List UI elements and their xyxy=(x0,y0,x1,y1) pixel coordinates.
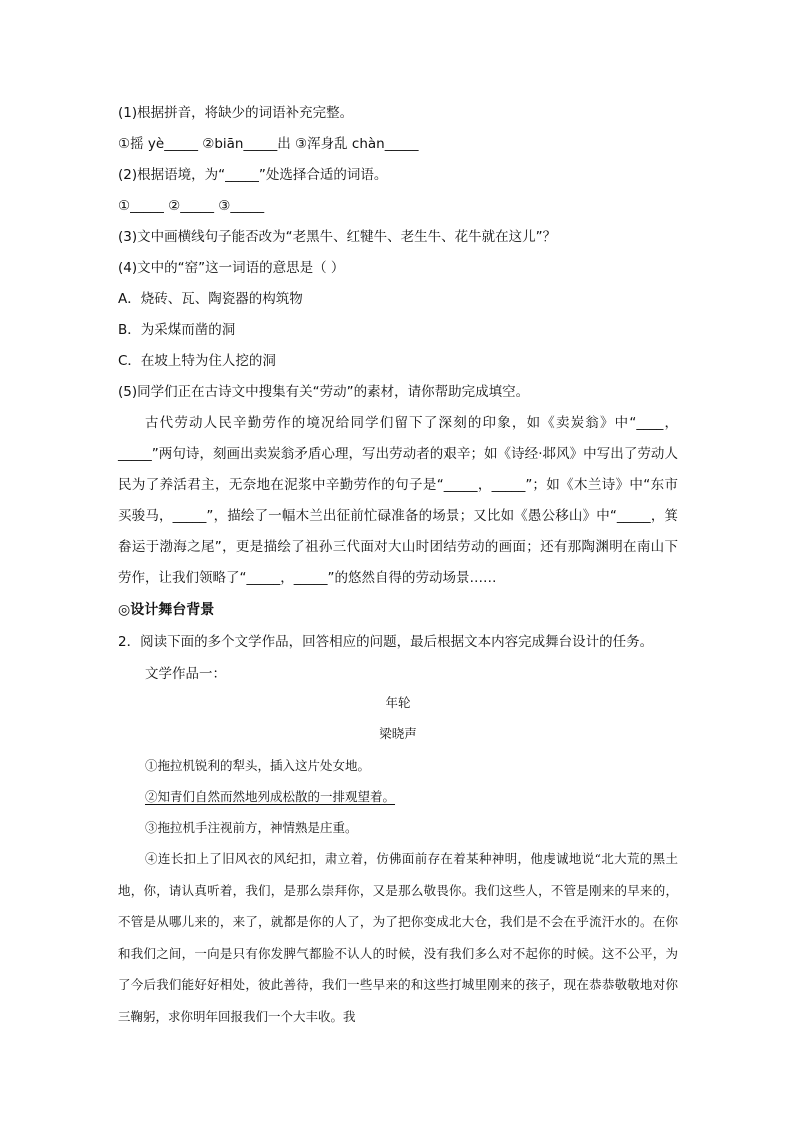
question-2-intro: 2．阅读下面的多个文学作品，回答相应的问题，最后根据文本内容完成舞台设计的任务。 xyxy=(118,634,654,650)
literary-work-label: 文学作品一： xyxy=(145,666,226,682)
poem-title: 年轮 xyxy=(385,695,411,710)
poem-author: 梁晓声 xyxy=(379,726,417,741)
question-5-paragraph: 古代劳动人民辛勤劳作的境况给同学们留下了深刻的印象，如《卖炭翁》中“____，_____”两句诗，刻画出卖炭翁矛盾心理，写出劳动者的艰辛；如《诗经·邶风》中写出了劳动人民为了养活君主，无奈地在泥浆中辛勤劳作的句子是“_____，_____”；如《木兰诗》中“东市买骏马，_____”，描绘了一幅木兰出征前忙碌准备的场景；又比如《愚公移山》中“_____，箕畚运于渤海之尾”，更是描绘了祖孙三代面对大山时团结劳动的画面；还有那陶渊明在南山下劳作，让我们领略了“_____，_____”的悠然自得的劳动场景…… xyxy=(118,415,678,586)
question-4-option-a: A．烧砖、瓦、陶瓷器的构筑物 xyxy=(118,291,303,307)
question-1-items: ①摇 yè_____ ②biān_____出 ③浑身乱 chàn_____ xyxy=(118,136,419,152)
question-4-option-c: C．在坡上特为住人挖的洞 xyxy=(118,353,276,369)
poem-line-1: ①拖拉机锐利的犁头，插入这片处女地。 xyxy=(145,758,371,773)
question-2-prompt: (2)根据语境，为“_____”处选择合适的词语。 xyxy=(118,167,388,183)
section-heading: ◎设计舞台背景 xyxy=(118,602,215,618)
essay-paragraph-4: ④连长扣上了旧风衣的风纪扣，肃立着，仿佛面前存在着某种神明，他虔诚地说“北大荒的黑土地，你，请认真听着，我们，是那么崇拜你，又是那么敬畏你。我们这些人，不管是刚来的早来的，不管是从哪儿来的，来了，就都是你的人了，为了把你变成北大仓，我们是不会在乎流汗水的。在你和我们之间，一向是只有你发脾气都脸不认人的时候，没有我们多么对不起你的时候。这不公平，为了今后我们能好好相处，彼此善待，我们一些早来的和这些打城里刚来的孩子，现在恭恭敬敬地对你三鞠躬，求你明年回报我们一个大丰收。我 xyxy=(118,851,678,1024)
question-1-prompt: (1)根据拼音，将缺少的词语补充完整。 xyxy=(118,105,354,121)
poem-line-2-underlined: ②知青们自然而然地列成松散的一排观望着。 xyxy=(145,789,396,804)
poem-line-3: ③拖拉机手注视前方，神情熟是庄重。 xyxy=(145,820,358,835)
question-4-option-b: B．为采煤而凿的洞 xyxy=(118,322,236,338)
question-4-prompt: (4)文中的“窑”这一词语的意思是（ ） xyxy=(118,260,345,276)
question-2-items: ①_____ ②_____ ③_____ xyxy=(118,198,265,214)
question-5-prompt: (5)同学们正在古诗文中搜集有关“劳动”的素材，请你帮助完成填空。 xyxy=(118,384,530,400)
question-3-prompt: (3)文中画横线句子能否改为“老黑牛、红犍牛、老生牛、花牛就在这儿”？ xyxy=(118,229,557,245)
